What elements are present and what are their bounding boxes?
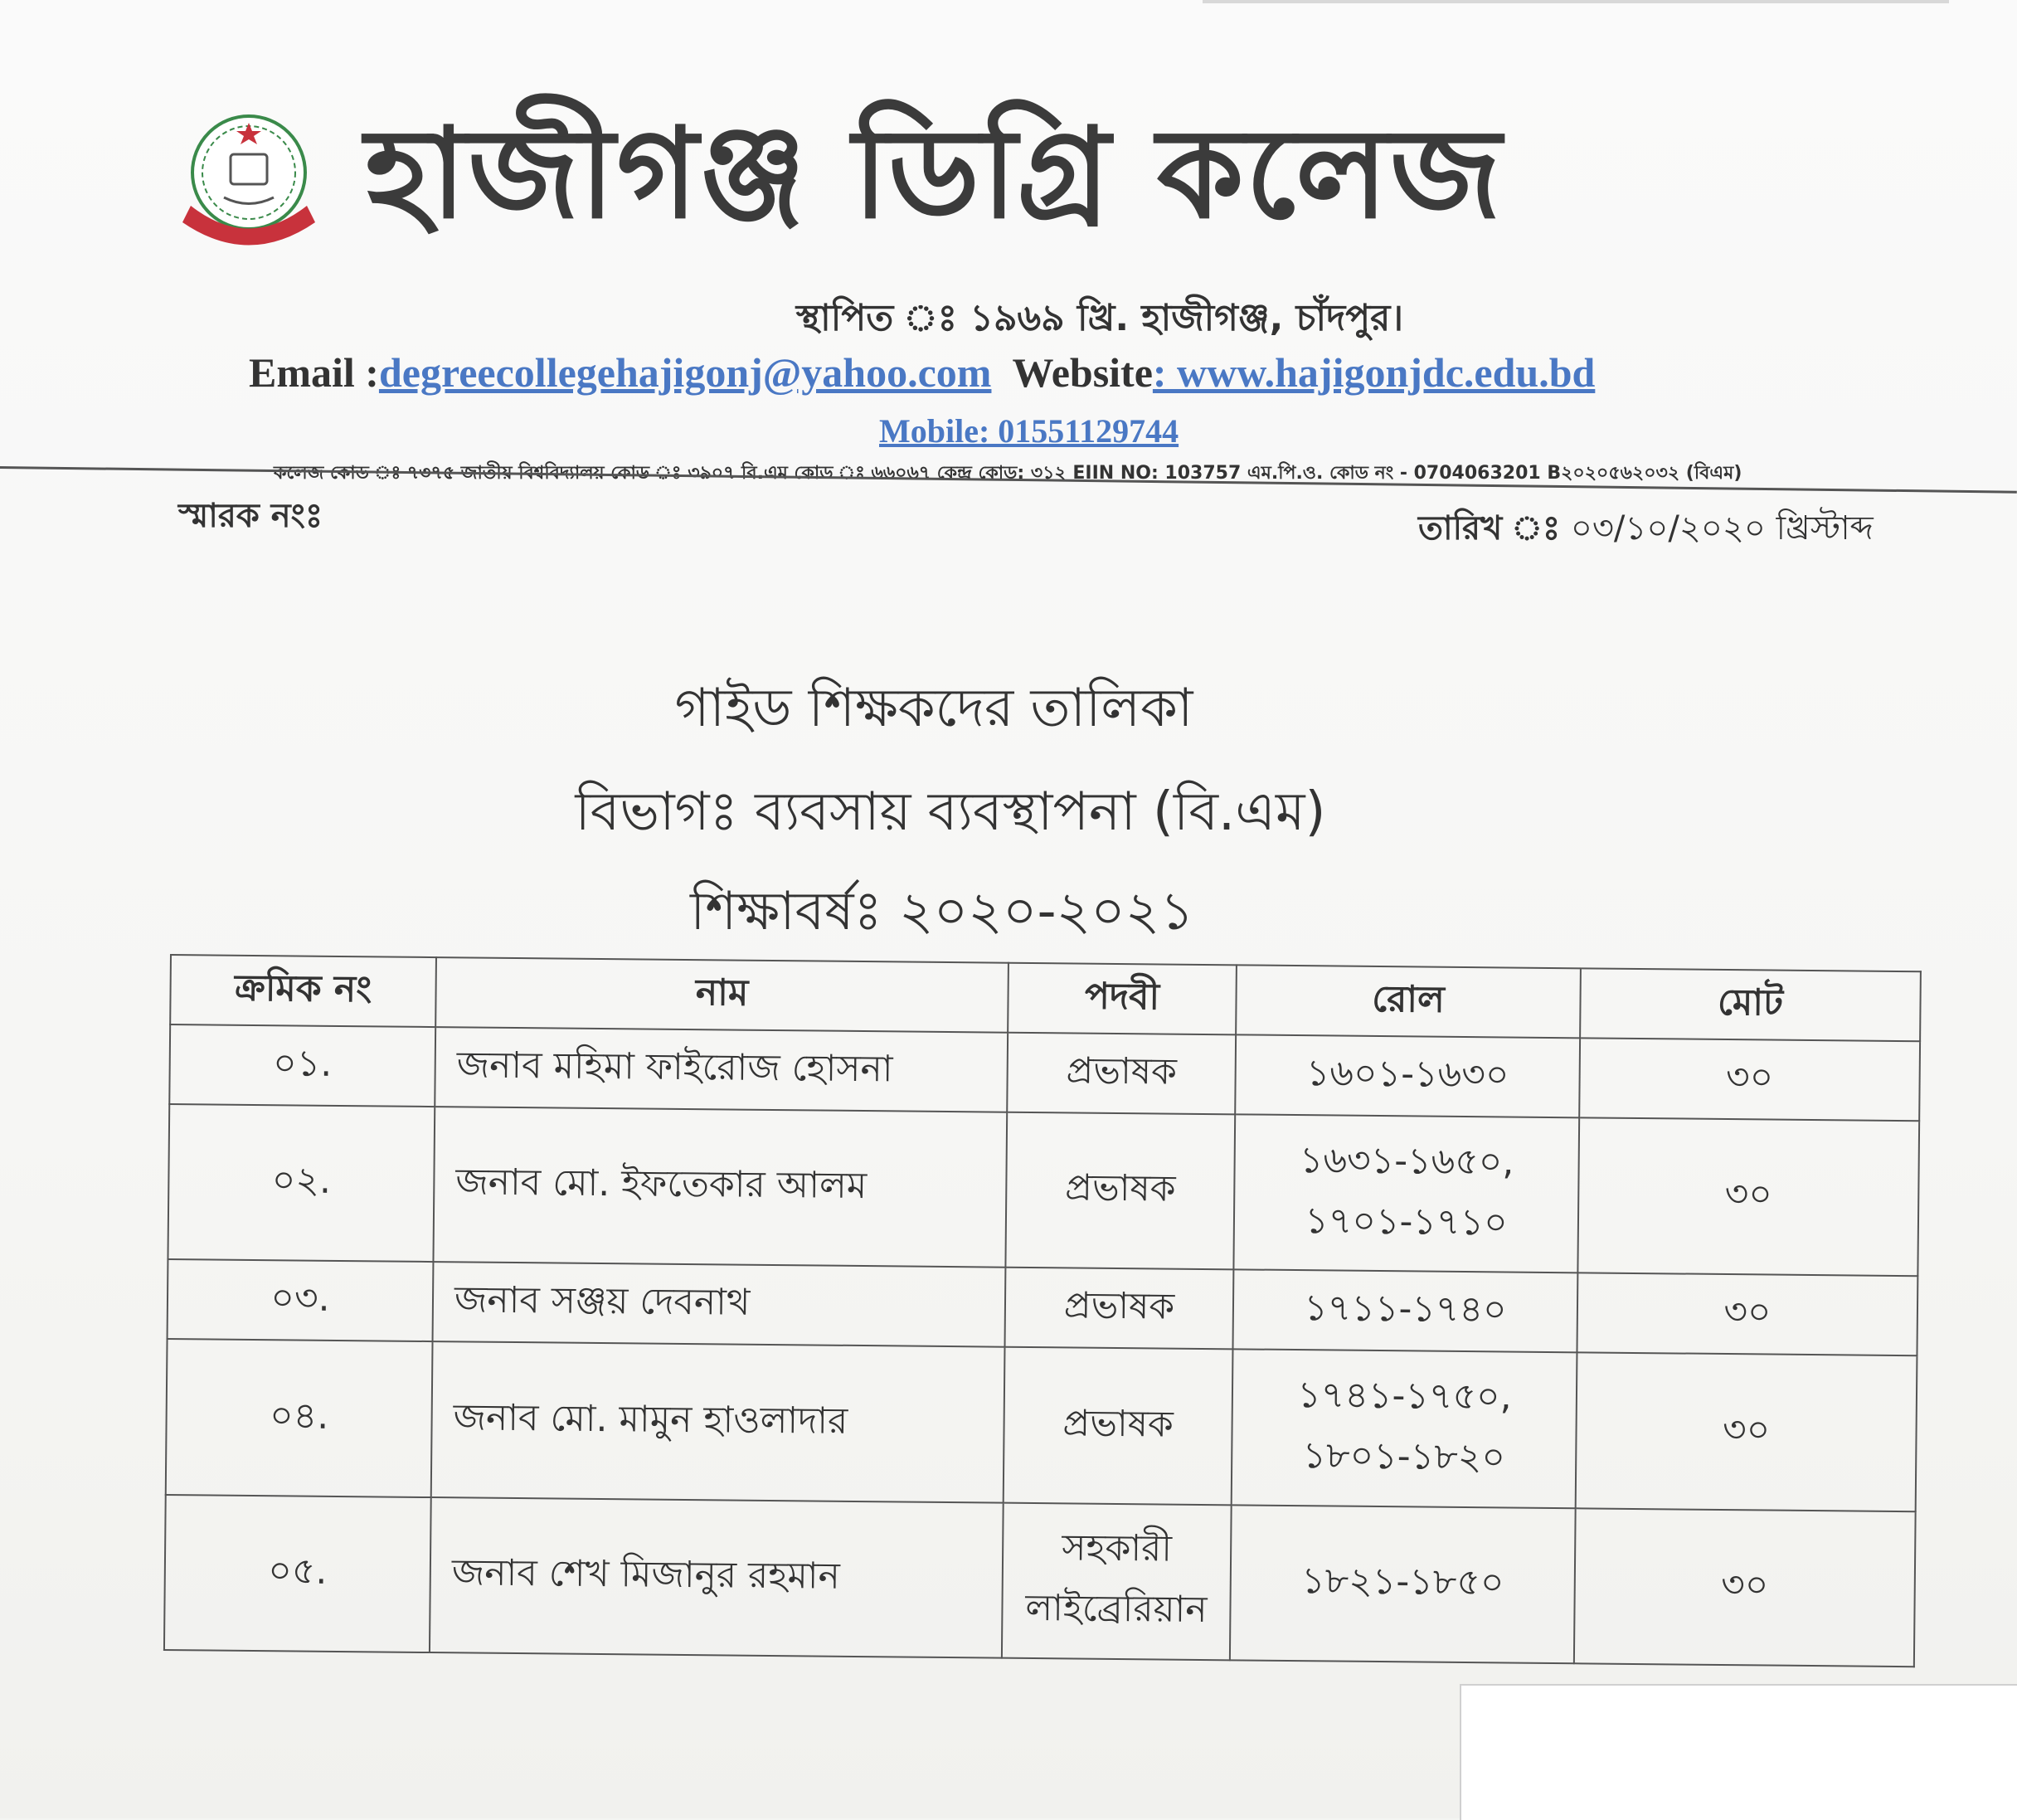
designation-cell: প্রভাষক (1004, 1268, 1233, 1350)
paper-edge (1203, 0, 1949, 3)
department-line: বিভাগঃ ব্যবসায় ব্যবস্থাপনা (বি.এম) (575, 781, 1326, 843)
guide-teachers-table (163, 954, 1920, 1667)
name-cell: জনাব সঞ্জয় দেবনাথ (433, 1262, 1006, 1347)
session-line: শিক্ষাবর্ষঃ ২০২০-২০২১ (690, 881, 1194, 942)
designation-cell: প্রভাষক (1004, 1347, 1233, 1505)
website-link[interactable]: : www.hajigonjdc.edu.bd (1152, 349, 1596, 396)
date-line (1418, 502, 1874, 557)
roll-line: ১৭০১-১৭১০ (1304, 1199, 1508, 1244)
roll-cell (1232, 1350, 1577, 1508)
table-row (166, 1339, 1917, 1511)
roll-line: ১৭১১-১৭৪০ (1303, 1287, 1507, 1331)
roll-cell (1230, 1505, 1576, 1663)
designation-cell: প্রভাষক (1007, 1033, 1236, 1115)
header-name: নাম (435, 957, 1008, 1033)
total-cell: ৩০ (1577, 1117, 1919, 1276)
name-cell: জনাব শেখ মিজানুর রহমান (430, 1497, 1004, 1658)
header-designation: পদবী (1008, 963, 1237, 1035)
designation-cell: প্রভাষক (1005, 1112, 1235, 1270)
table-row (168, 1104, 1919, 1276)
name-cell: জনাব মো. মামুন হাওলাদার (431, 1342, 1005, 1503)
memo-number: স্মারক নংঃ (178, 497, 323, 535)
email-label: Email : (249, 349, 379, 396)
total-cell: ৩০ (1579, 1038, 1920, 1121)
total-cell: ৩০ (1576, 1353, 1917, 1511)
total-cell: ৩০ (1577, 1273, 1917, 1356)
roll-line: ১৮২১-১৮৫০ (1300, 1559, 1504, 1604)
roll-line: ১৮০১-১৮২০ (1302, 1434, 1506, 1479)
college-logo (158, 106, 340, 255)
date-label: তারিখ ঃ (1418, 509, 1561, 547)
roll-line: ১৭৪১-১৭৫০, (1296, 1374, 1512, 1419)
header-roll: রোল (1236, 965, 1581, 1038)
header-serial: ক্রমিক নং (170, 955, 436, 1027)
mobile-number: Mobile: 01551129744 (879, 412, 1179, 450)
total-cell: ৩০ (1574, 1508, 1916, 1667)
serial-cell: ০৪. (166, 1339, 433, 1496)
date-value: ০৩/১০/২০২০ খ্রিস্টাব্দ (1570, 509, 1874, 547)
serial-cell: ০৩. (168, 1259, 434, 1341)
roll-cell (1235, 1034, 1580, 1117)
roll-cell (1233, 1114, 1579, 1273)
college-name: হাজীগঞ্জ ডিগ্রি কলেজ (365, 102, 1504, 246)
website-label: Website (1012, 349, 1153, 396)
underlying-paper-corner (1460, 1684, 2017, 1820)
name-cell: জনাব মহিমা ফাইরোজ হোসনা (435, 1027, 1008, 1112)
table-row (164, 1495, 1916, 1667)
roll-cell (1232, 1270, 1577, 1353)
email-link[interactable]: degreecollegehajigonj@yahoo.com (378, 349, 992, 396)
serial-cell: ০৫. (164, 1495, 431, 1652)
serial-cell: ০১. (169, 1024, 435, 1107)
designation-cell: সহকারী লাইব্রেরিয়ান (1002, 1502, 1232, 1660)
roll-line: ১৬৩১-১৬৫০, (1299, 1138, 1514, 1184)
roll-line: ১৬০১-১৬৩০ (1305, 1051, 1509, 1097)
institution-codes: কলেজ কোড ঃ ৭৩৭৫ জাতীয় বিশ্ববিদ্যালয় কোড ঃ ৩৯০৭ বি.এম কোড ঃ ৬৬০৬৭ কেন্দ্র কোড: ৩১২ EIIN NO: 103757 এম.পি.ও. কোড নং - 0704063201 B২০২০৫৬২০৩২ (বিএম) (274, 463, 1742, 484)
serial-cell: ০২. (168, 1104, 435, 1262)
name-cell: জনাব মো. ইফতেকার আলম (433, 1107, 1007, 1268)
document-heading: গাইড শিক্ষকদের তালিকা (674, 678, 1193, 739)
established-line: স্থাপিত ঃ ১৯৬৯ খ্রি. হাজীগঞ্জ, চাঁদপুর। (795, 297, 1404, 339)
header-total: মোট (1580, 968, 1921, 1041)
contact-line (249, 348, 1595, 397)
